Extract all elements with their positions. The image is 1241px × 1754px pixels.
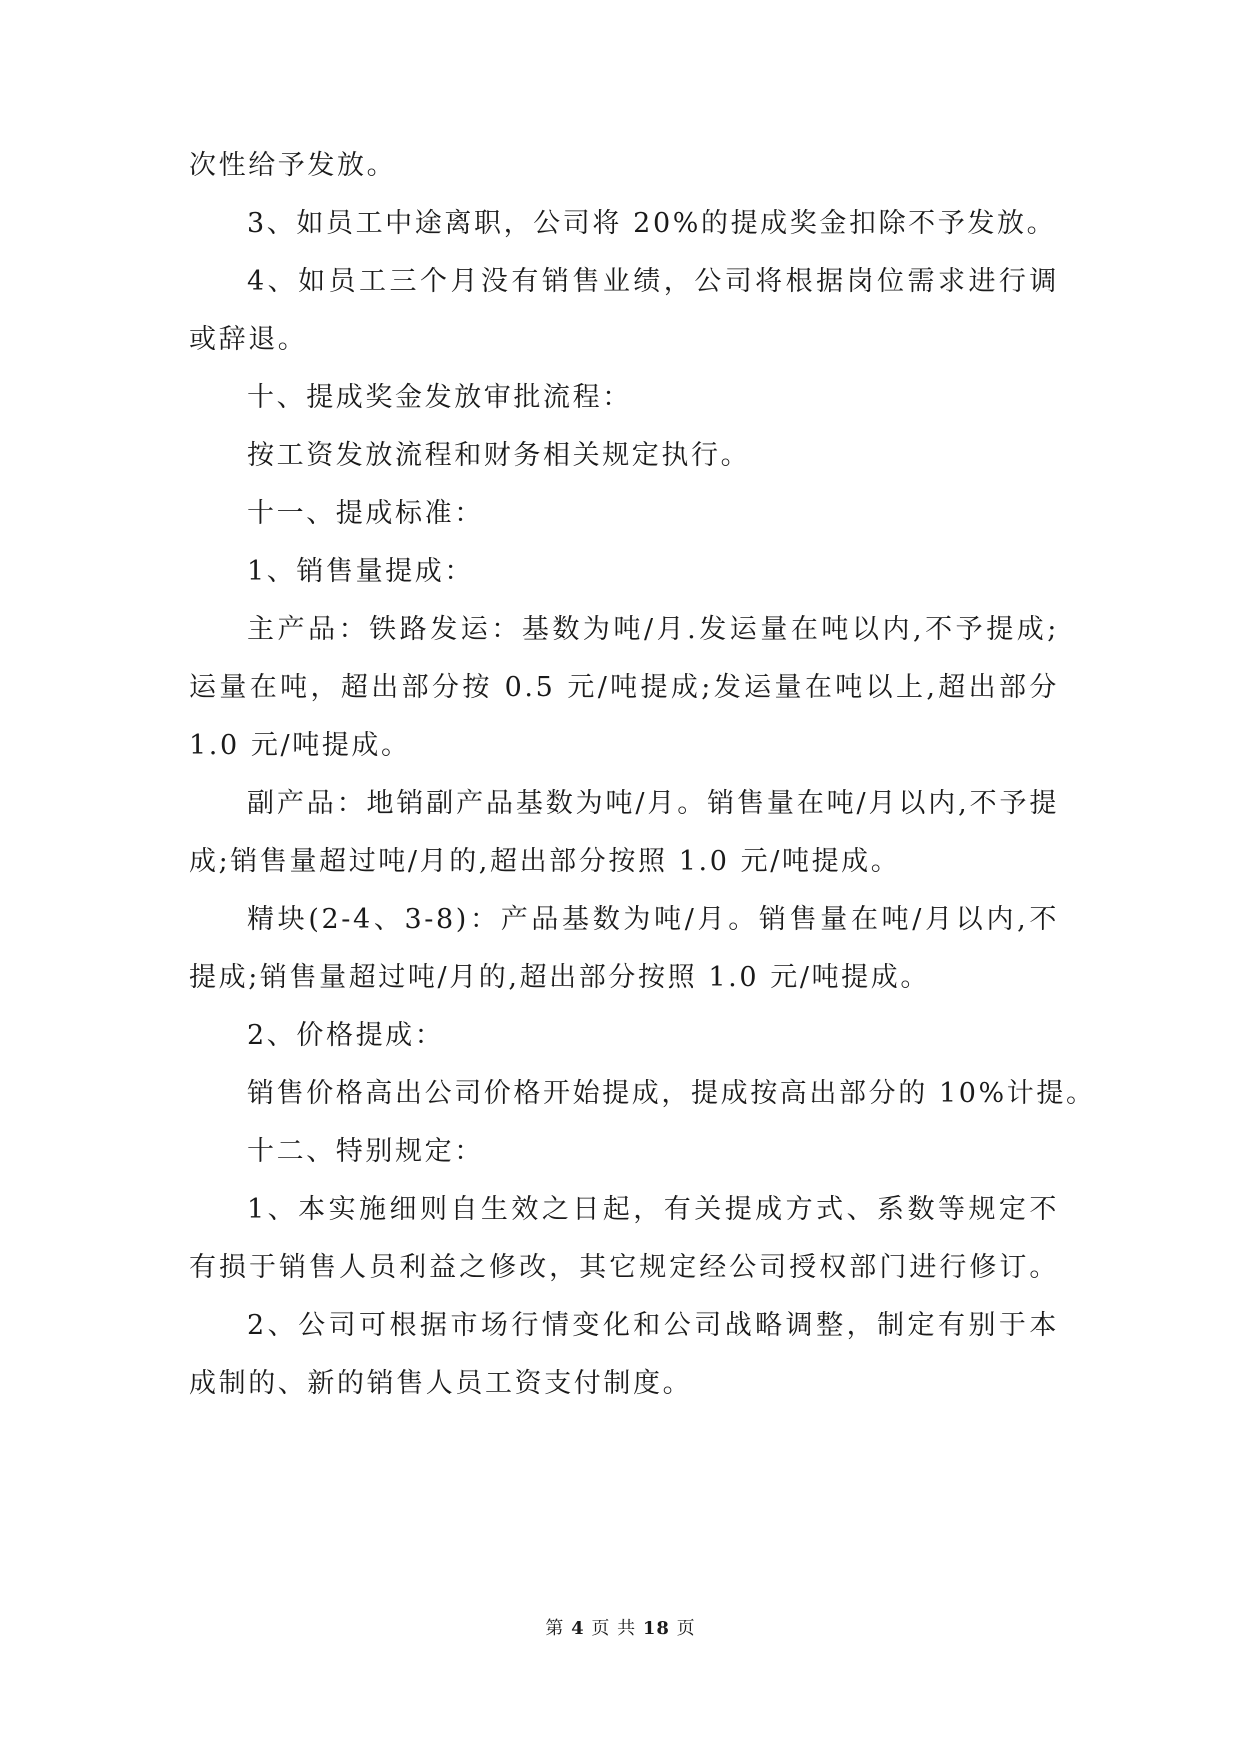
subsection-heading: 2、价格提成： xyxy=(247,1020,445,1051)
footer-prefix: 第 xyxy=(545,1618,565,1639)
footer-suffix: 页 xyxy=(676,1618,696,1639)
text-line: 2、公司可根据市场行情变化和公司战略调整，制定有别于本 xyxy=(247,1310,1059,1341)
text-line: 3、如员工中途离职，公司将 20%的提成奖金扣除不予发放。 xyxy=(247,208,1057,239)
section-heading: 十二、特别规定： xyxy=(247,1136,484,1167)
text-line: 1、本实施细则自生效之日起，有关提成方式、系数等规定不 xyxy=(247,1194,1059,1225)
text-line: 次性给予发放。 xyxy=(189,150,397,181)
section-heading: 十、提成奖金发放审批流程： xyxy=(247,382,632,413)
text-line: 4、如员工三个月没有销售业绩，公司将根据岗位需求进行调 xyxy=(247,266,1059,297)
text-line: 主产品：铁路发运：基数为吨/月.发运量在吨以内,不予提成; xyxy=(247,614,1059,645)
footer-middle: 页 共 xyxy=(591,1618,637,1639)
text-line: 按工资发放流程和财务相关规定执行。 xyxy=(247,440,751,471)
text-line: 运量在吨，超出部分按 0.5 元/吨提成;发运量在吨以上,超出部分 xyxy=(189,672,1059,703)
text-line: 有损于销售人员利益之修改，其它规定经公司授权部门进行修订。 xyxy=(189,1252,1059,1283)
text-line: 或辞退。 xyxy=(189,324,308,355)
page-footer xyxy=(0,1617,1241,1641)
text-line: 销售价格高出公司价格开始提成，提成按高出部分的 10%计提。 xyxy=(247,1078,1096,1109)
current-page-number: 4 xyxy=(571,1618,585,1639)
text-line: 1.0 元/吨提成。 xyxy=(189,730,411,761)
subsection-heading: 1、销售量提成： xyxy=(247,556,474,587)
text-line: 副产品：地销副产品基数为吨/月。销售量在吨/月以内,不予提 xyxy=(247,788,1059,819)
text-line: 精块(2-4、3-8)：产品基数为吨/月。销售量在吨/月以内,不 xyxy=(247,904,1059,935)
total-page-count: 18 xyxy=(642,1618,670,1639)
text-line: 成;销售量超过吨/月的,超出部分按照 1.0 元/吨提成。 xyxy=(189,846,901,877)
text-line: 提成;销售量超过吨/月的,超出部分按照 1.0 元/吨提成。 xyxy=(189,962,930,993)
text-line: 成制的、新的销售人员工资支付制度。 xyxy=(189,1368,693,1399)
section-heading: 十一、提成标准： xyxy=(247,498,484,529)
